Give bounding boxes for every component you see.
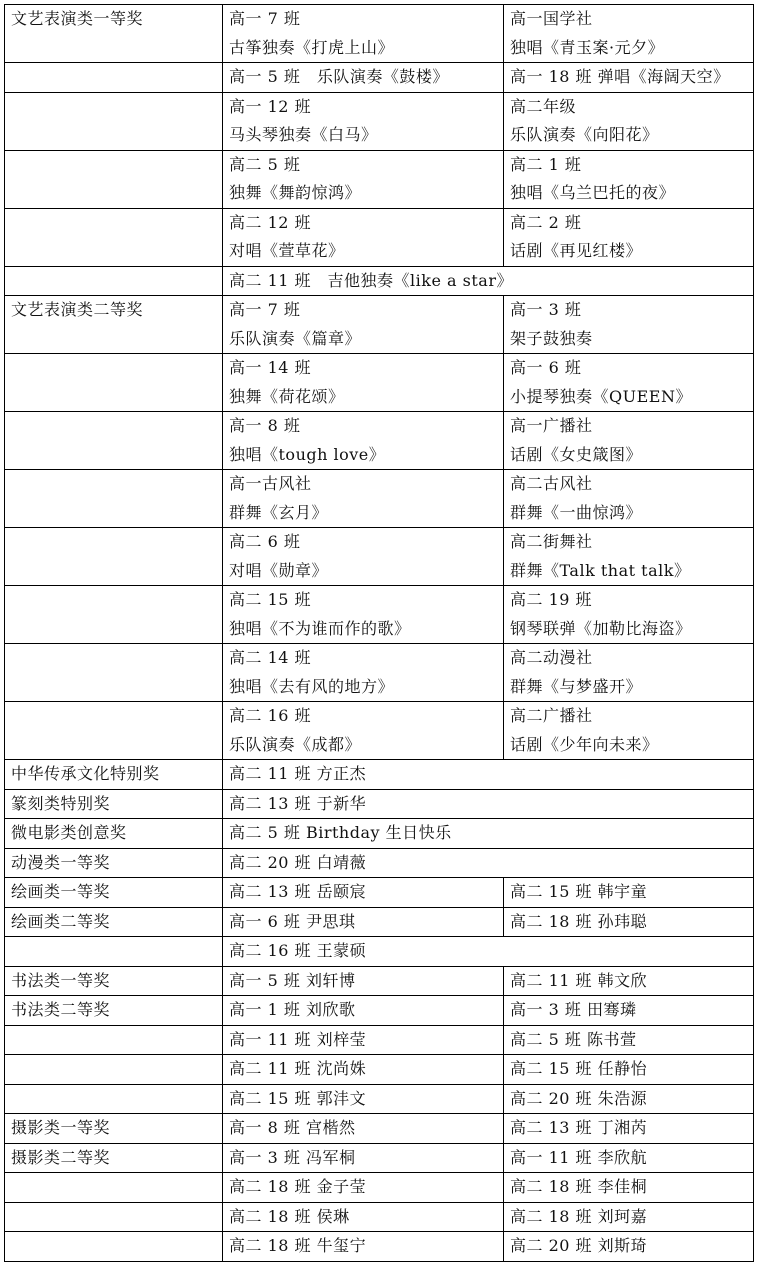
entry-line: 高二 16 班 bbox=[229, 706, 312, 725]
table-row bbox=[5, 937, 754, 967]
award-category-cell: 中华传承文化特别奖 bbox=[5, 760, 223, 790]
entry-line: 高二 13 班 丁湘芮 bbox=[510, 1118, 648, 1137]
entry-line: 高一 6 班 尹思琪 bbox=[229, 911, 356, 931]
entry-line: 高二 18 班 孙玮聪 bbox=[510, 911, 648, 931]
award-entry-cell-right bbox=[504, 1055, 754, 1085]
award-entry-cell-left bbox=[223, 296, 504, 354]
award-entry-cell-span bbox=[223, 266, 754, 296]
entry-line: 高一 5 班 乐队演奏《鼓楼》 bbox=[229, 67, 449, 86]
entry-line: 高二 14 班 bbox=[229, 648, 312, 667]
entry-line: 高二动漫社 bbox=[510, 648, 593, 667]
table-row bbox=[5, 848, 754, 878]
award-entry-cell-right bbox=[504, 63, 754, 93]
award-entry-cell-left bbox=[223, 586, 504, 644]
entry-line: 高二 15 班 郭沣文 bbox=[229, 1088, 367, 1108]
award-entry-cell-right bbox=[504, 878, 754, 908]
table-row bbox=[5, 354, 754, 412]
entry-line: 高二 18 班 侯琳 bbox=[229, 1206, 350, 1226]
award-category-cell bbox=[5, 412, 223, 470]
entry-line: 高二 20 班 刘斯琦 bbox=[510, 1236, 648, 1255]
table-row bbox=[5, 1055, 754, 1085]
award-entry-cell-right bbox=[504, 586, 754, 644]
table-row bbox=[5, 470, 754, 528]
award-category-cell bbox=[5, 266, 223, 296]
entry-line: 独唱《乌兰巴托的夜》 bbox=[510, 183, 676, 202]
entry-line: 高二 12 班 bbox=[229, 212, 312, 232]
table-row bbox=[5, 878, 754, 908]
award-entry-cell-right bbox=[504, 150, 754, 208]
award-category-cell: 书法类一等奖 bbox=[5, 966, 223, 996]
award-entry-cell-left bbox=[223, 208, 504, 266]
award-entry-cell-left bbox=[223, 644, 504, 702]
award-category-cell bbox=[5, 702, 223, 760]
award-entry-cell-left bbox=[223, 354, 504, 412]
award-category-cell: 绘画类二等奖 bbox=[5, 907, 223, 937]
entry-line: 高二 13 班 于新华 bbox=[229, 793, 367, 813]
award-entry-cell-right bbox=[504, 208, 754, 266]
entry-line: 高二 11 班 吉他独奏《like a star》 bbox=[229, 270, 513, 290]
entry-line: 高一 18 班 弹唱《海阔天空》 bbox=[510, 67, 730, 86]
award-entry-cell-left bbox=[223, 1055, 504, 1085]
award-category-cell: 篆刻类特别奖 bbox=[5, 789, 223, 819]
award-entry-cell-right bbox=[504, 470, 754, 528]
table-row bbox=[5, 819, 754, 849]
table-row bbox=[5, 528, 754, 586]
award-entry-cell-left bbox=[223, 63, 504, 93]
award-entry-cell-left bbox=[223, 702, 504, 760]
entry-line: 独唱《不为谁而作的歌》 bbox=[229, 618, 411, 638]
award-category-cell: 微电影类创意奖 bbox=[5, 819, 223, 849]
entry-line: 高二 19 班 bbox=[510, 590, 593, 609]
table-row bbox=[5, 644, 754, 702]
award-entry-cell-right bbox=[504, 528, 754, 586]
entry-line: 高二 16 班 王蒙硕 bbox=[229, 941, 367, 960]
entry-line: 高二 5 班 陈书萱 bbox=[510, 1029, 637, 1049]
award-category-cell: 绘画类一等奖 bbox=[5, 878, 223, 908]
entry-line: 高二年级 bbox=[510, 96, 577, 116]
entry-line: 乐队演奏《篇章》 bbox=[229, 328, 362, 348]
table-row bbox=[5, 1173, 754, 1203]
award-category-cell bbox=[5, 150, 223, 208]
award-entry-cell-left bbox=[223, 1143, 504, 1173]
entry-line: 高一 11 班 刘梓莹 bbox=[229, 1029, 367, 1049]
table-row bbox=[5, 63, 754, 93]
entry-line: 高二 20 班 白靖薇 bbox=[229, 852, 367, 872]
entry-line: 高二 15 班 任静怡 bbox=[510, 1059, 648, 1078]
award-category-cell: 文艺表演类一等奖 bbox=[5, 5, 223, 63]
table-row bbox=[5, 966, 754, 996]
entry-line: 独唱《去有风的地方》 bbox=[229, 676, 395, 696]
award-entry-cell-right bbox=[504, 354, 754, 412]
award-category-cell: 摄影类一等奖 bbox=[5, 1114, 223, 1144]
award-entry-cell-span bbox=[223, 819, 754, 849]
entry-line: 话剧《女史箴图》 bbox=[510, 444, 643, 464]
table-row bbox=[5, 702, 754, 760]
table-row bbox=[5, 150, 754, 208]
entry-line: 高一 1 班 刘欣歌 bbox=[229, 1000, 356, 1019]
table-row bbox=[5, 586, 754, 644]
award-entry-cell-left bbox=[223, 470, 504, 528]
entry-line: 高二 18 班 李佳桐 bbox=[510, 1177, 648, 1196]
table-row bbox=[5, 760, 754, 790]
entry-line: 高一 7 班 bbox=[229, 300, 301, 319]
entry-line: 话剧《再见红楼》 bbox=[510, 241, 643, 260]
award-entry-cell-right bbox=[504, 1025, 754, 1055]
award-entry-cell-left bbox=[223, 966, 504, 996]
entry-line: 群舞《一曲惊鸿》 bbox=[510, 502, 643, 522]
award-entry-cell-left bbox=[223, 907, 504, 937]
entry-line: 对唱《勋章》 bbox=[229, 560, 329, 580]
entry-line: 高一 14 班 bbox=[229, 358, 312, 377]
entry-line: 高二古风社 bbox=[510, 474, 593, 493]
award-category-cell bbox=[5, 1084, 223, 1114]
entry-line: 高二 5 班 Birthday 生日快乐 bbox=[229, 823, 452, 842]
award-category-cell bbox=[5, 1232, 223, 1262]
award-entry-cell-left bbox=[223, 1202, 504, 1232]
table-row bbox=[5, 1114, 754, 1144]
table-row bbox=[5, 296, 754, 354]
entry-line: 群舞《与梦盛开》 bbox=[510, 676, 643, 696]
entry-line: 高二 11 班 沈尚姝 bbox=[229, 1059, 367, 1078]
award-category-cell bbox=[5, 586, 223, 644]
award-category-cell bbox=[5, 937, 223, 967]
entry-line: 高一 6 班 bbox=[510, 358, 582, 377]
entry-line: 对唱《萱草花》 bbox=[229, 241, 345, 260]
award-entry-cell-right bbox=[504, 1232, 754, 1262]
entry-line: 独舞《荷花颂》 bbox=[229, 386, 345, 406]
entry-line: 高一 3 班 冯军桐 bbox=[229, 1147, 356, 1167]
award-entry-cell-right bbox=[504, 1173, 754, 1203]
entry-line: 高一 7 班 bbox=[229, 9, 301, 28]
entry-line: 高二 11 班 韩文欣 bbox=[510, 970, 648, 990]
award-category-cell: 文艺表演类二等奖 bbox=[5, 296, 223, 354]
awards-table-body bbox=[5, 5, 754, 1262]
award-entry-cell-right bbox=[504, 296, 754, 354]
entry-line: 乐队演奏《向阳花》 bbox=[510, 125, 659, 144]
entry-line: 架子鼓独奏 bbox=[510, 328, 593, 348]
table-row bbox=[5, 1084, 754, 1114]
award-category-cell bbox=[5, 63, 223, 93]
entry-line: 高二广播社 bbox=[510, 706, 593, 725]
award-category-cell: 书法类二等奖 bbox=[5, 996, 223, 1026]
entry-line: 小提琴独奏《QUEEN》 bbox=[510, 386, 692, 406]
entry-line: 钢琴联弹《加勒比海盗》 bbox=[510, 618, 692, 638]
entry-line: 高一 11 班 李欣航 bbox=[510, 1147, 648, 1167]
table-row bbox=[5, 1232, 754, 1262]
award-category-cell bbox=[5, 1173, 223, 1203]
award-entry-cell-right bbox=[504, 92, 754, 150]
entry-line: 高二 11 班 方正杰 bbox=[229, 764, 367, 783]
entry-line: 独唱《青玉案·元夕》 bbox=[510, 37, 665, 57]
award-entry-cell-left bbox=[223, 150, 504, 208]
award-category-cell bbox=[5, 470, 223, 528]
award-entry-cell-right bbox=[504, 1114, 754, 1144]
entry-line: 古筝独奏《打虎上山》 bbox=[229, 37, 395, 57]
entry-line: 高二 2 班 bbox=[510, 212, 582, 232]
entry-line: 高一 5 班 刘轩博 bbox=[229, 970, 356, 990]
award-entry-cell-right bbox=[504, 5, 754, 63]
award-entry-cell-left bbox=[223, 1114, 504, 1144]
entry-line: 高一广播社 bbox=[510, 416, 593, 435]
award-category-cell: 动漫类一等奖 bbox=[5, 848, 223, 878]
table-row bbox=[5, 208, 754, 266]
entry-line: 高一国学社 bbox=[510, 9, 593, 28]
award-entry-cell-left bbox=[223, 878, 504, 908]
entry-line: 高二 1 班 bbox=[510, 154, 582, 174]
table-row bbox=[5, 907, 754, 937]
award-entry-cell-right bbox=[504, 1084, 754, 1114]
award-entry-cell-right bbox=[504, 644, 754, 702]
entry-line: 高二 20 班 朱浩源 bbox=[510, 1088, 648, 1108]
entry-line: 群舞《Talk that talk》 bbox=[510, 560, 691, 580]
award-entry-cell-left bbox=[223, 1173, 504, 1203]
entry-line: 群舞《玄月》 bbox=[229, 502, 329, 522]
entry-line: 乐队演奏《成都》 bbox=[229, 734, 362, 754]
entry-line: 高一古风社 bbox=[229, 474, 312, 493]
award-category-cell bbox=[5, 1202, 223, 1232]
award-entry-cell-left bbox=[223, 1084, 504, 1114]
entry-line: 高二 18 班 金子莹 bbox=[229, 1177, 367, 1196]
award-entry-cell-right bbox=[504, 702, 754, 760]
award-category-cell bbox=[5, 92, 223, 150]
table-row bbox=[5, 1202, 754, 1232]
award-entry-cell-left bbox=[223, 92, 504, 150]
award-entry-cell-left bbox=[223, 412, 504, 470]
award-entry-cell-left bbox=[223, 1025, 504, 1055]
award-entry-cell-right bbox=[504, 996, 754, 1026]
award-category-cell bbox=[5, 644, 223, 702]
award-category-cell: 摄影类二等奖 bbox=[5, 1143, 223, 1173]
entry-line: 高一 8 班 bbox=[229, 416, 301, 435]
entry-line: 高一 3 班 bbox=[510, 300, 582, 319]
entry-line: 高一 3 班 田骞璘 bbox=[510, 1000, 637, 1019]
entry-line: 高二 15 班 bbox=[229, 590, 312, 609]
entry-line: 高二 5 班 bbox=[229, 154, 301, 174]
entry-line: 高二街舞社 bbox=[510, 532, 593, 551]
award-category-cell bbox=[5, 528, 223, 586]
entry-line: 高一 8 班 宫楷然 bbox=[229, 1118, 356, 1137]
table-row bbox=[5, 412, 754, 470]
table-row bbox=[5, 266, 754, 296]
award-category-cell bbox=[5, 354, 223, 412]
award-entry-cell-span bbox=[223, 848, 754, 878]
award-entry-cell-span bbox=[223, 937, 754, 967]
award-category-cell bbox=[5, 208, 223, 266]
entry-line: 高二 18 班 牛玺宁 bbox=[229, 1236, 367, 1255]
entry-line: 高二 6 班 bbox=[229, 532, 301, 551]
table-row bbox=[5, 996, 754, 1026]
entry-line: 高二 13 班 岳颐宸 bbox=[229, 882, 367, 901]
table-row bbox=[5, 789, 754, 819]
award-category-cell bbox=[5, 1025, 223, 1055]
award-entry-cell-right bbox=[504, 1202, 754, 1232]
award-entry-cell-right bbox=[504, 412, 754, 470]
table-row bbox=[5, 5, 754, 63]
award-entry-cell-left bbox=[223, 528, 504, 586]
entry-line: 独舞《舞韵惊鸿》 bbox=[229, 183, 362, 202]
entry-line: 高二 15 班 韩宇童 bbox=[510, 882, 648, 901]
award-entry-cell-left bbox=[223, 1232, 504, 1262]
entry-line: 高二 18 班 刘珂嘉 bbox=[510, 1206, 648, 1226]
award-entry-cell-right bbox=[504, 966, 754, 996]
award-entry-cell-right bbox=[504, 907, 754, 937]
award-entry-cell-left bbox=[223, 996, 504, 1026]
table-row bbox=[5, 92, 754, 150]
table-row bbox=[5, 1025, 754, 1055]
awards-table bbox=[4, 4, 754, 1262]
award-entry-cell-left bbox=[223, 5, 504, 63]
entry-line: 话剧《少年向未来》 bbox=[510, 734, 659, 754]
award-entry-cell-right bbox=[504, 1143, 754, 1173]
award-entry-cell-span bbox=[223, 789, 754, 819]
entry-line: 独唱《tough love》 bbox=[229, 444, 386, 464]
award-entry-cell-span bbox=[223, 760, 754, 790]
entry-line: 高一 12 班 bbox=[229, 96, 312, 116]
award-category-cell bbox=[5, 1055, 223, 1085]
table-row bbox=[5, 1143, 754, 1173]
entry-line: 马头琴独奏《白马》 bbox=[229, 125, 378, 144]
